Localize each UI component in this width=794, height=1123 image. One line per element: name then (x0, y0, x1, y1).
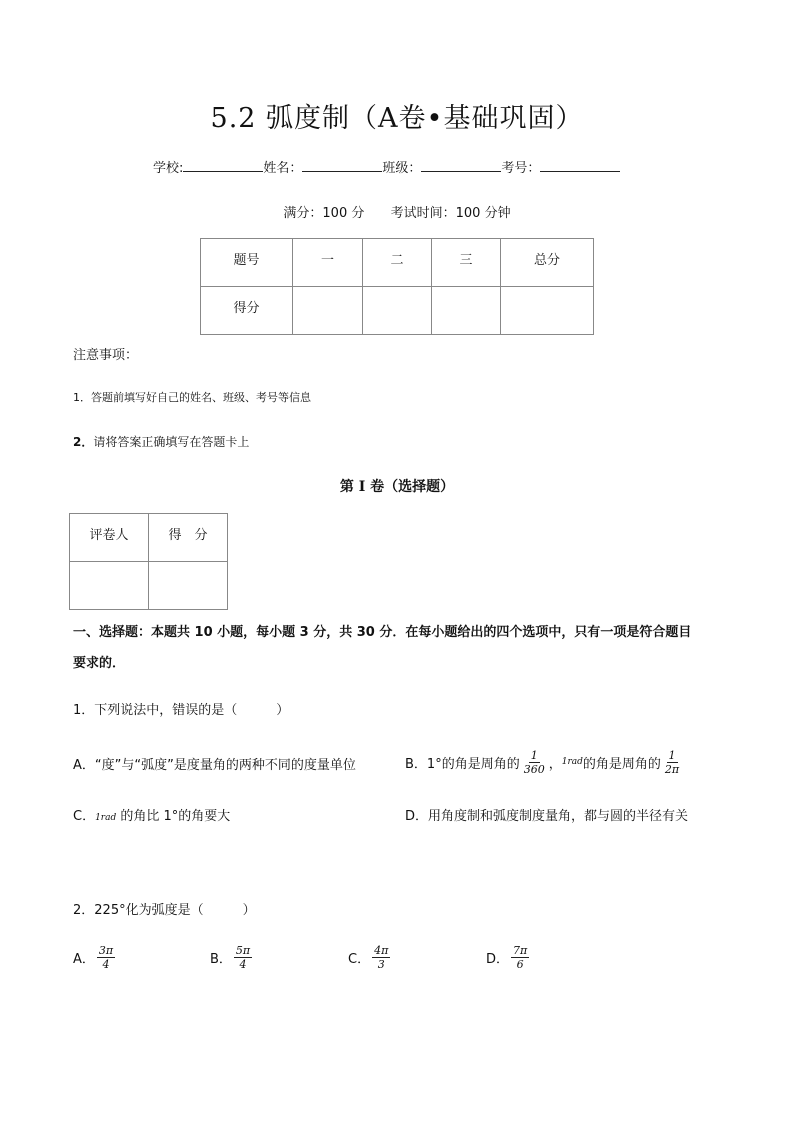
section-instructions (73, 617, 733, 679)
q2-option-a[interactable] (73, 944, 117, 971)
score-cell[interactable] (293, 287, 363, 335)
exam-time: 考试时间：100 分钟 (390, 206, 511, 221)
option-label: C． (73, 809, 96, 824)
option-label: B． (405, 756, 427, 772)
score-header-cell: 题号 (201, 239, 293, 287)
score-header-cell: 总分 (501, 239, 594, 287)
fraction: $\frac{4\pi}{3}$ (374, 944, 389, 971)
note-item-1 (73, 389, 311, 405)
option-text: 1°的角是周角的 (426, 756, 520, 772)
note-item-2 (73, 433, 249, 450)
q2-option-d[interactable] (486, 944, 531, 971)
student-info-line (153, 157, 620, 176)
section-line-2: 要求的． (73, 656, 126, 671)
q1-option-b[interactable]: B． 1°的角是周角的 $\frac{1}{360}$ ， 1rad 的角是周角的 $\frac{1}{2\pi}$ (405, 748, 680, 776)
q1-option-a[interactable]: A．“度”与“弧度”是度量角的两种不同的度量单位 (73, 758, 356, 773)
section-line-1: 一、选择题：本题共 10 小题，每小题 3 分，共 30 分．在每小题给出的四个选项中，只有一项是符合题目 (73, 625, 692, 640)
score-header: 得 分 (149, 514, 228, 562)
score-header-cell: 一 (293, 239, 363, 287)
class-field[interactable] (421, 157, 501, 172)
q2-option-c[interactable] (348, 944, 392, 971)
note-text: 答题前填写好自己的姓名、班级、考号等信息 (91, 391, 311, 404)
id-label: 考号： (501, 161, 541, 176)
option-label: B． (210, 952, 232, 967)
part-title: 第 I 卷（选择题） (339, 479, 455, 495)
id-field[interactable] (540, 157, 620, 172)
score-cell[interactable] (149, 562, 228, 610)
question-2-stem: 2．225°化为弧度是（ ） (73, 903, 256, 918)
class-label: 班级： (382, 161, 422, 176)
option-label: D． (486, 952, 510, 967)
note-text: 请将答案正确填写在答题卡上 (93, 435, 250, 449)
page-title: 5.2 弧度制（A卷•基础巩固） (210, 103, 584, 134)
option-text: 的角比 1°的角要大 (116, 809, 231, 824)
grader-cell[interactable] (70, 562, 149, 610)
fraction: $\frac{7\pi}{6}$ (513, 944, 528, 971)
name-field[interactable] (302, 157, 382, 172)
score-table (200, 238, 594, 335)
option-text: 的角是周角的 (582, 756, 661, 772)
question-1-stem: 1．下列说法中，错误的是（ ） (73, 703, 290, 718)
rad-symbol: 1rad (95, 813, 117, 823)
school-field[interactable] (183, 157, 263, 172)
fraction: $\frac{5\pi}{4}$ (235, 944, 251, 971)
fraction: $\frac{1}{360}$ (523, 748, 545, 776)
score-cell[interactable] (432, 287, 501, 335)
grader-header: 评卷人 (70, 514, 149, 562)
option-label: C． (348, 952, 371, 967)
score-row-label: 得分 (201, 287, 293, 335)
fraction: $\frac{1}{2\pi}$ (664, 748, 680, 776)
q2-option-b[interactable] (210, 944, 254, 971)
score-cell[interactable] (363, 287, 432, 335)
school-label: 学校: (153, 161, 184, 176)
option-label: A． (73, 952, 95, 967)
q1-option-c[interactable] (73, 805, 230, 824)
note-number: 2． (73, 435, 94, 449)
note-number: 1． (73, 391, 91, 404)
name-label: 姓名： (263, 161, 303, 176)
exam-meta (0, 202, 794, 221)
fraction: $\frac{3\pi}{4}$ (98, 944, 114, 971)
score-header-cell: 二 (363, 239, 432, 287)
rad-symbol: 1rad (561, 757, 583, 767)
score-header-cell: 三 (432, 239, 501, 287)
score-cell[interactable] (501, 287, 594, 335)
q1-option-d[interactable]: D．用角度制和弧度制度量角，都与圆的半径有关 (405, 809, 689, 824)
notes-heading: 注意事项： (73, 348, 139, 363)
grader-table (69, 513, 228, 610)
full-score: 满分：100 分 (283, 206, 365, 221)
